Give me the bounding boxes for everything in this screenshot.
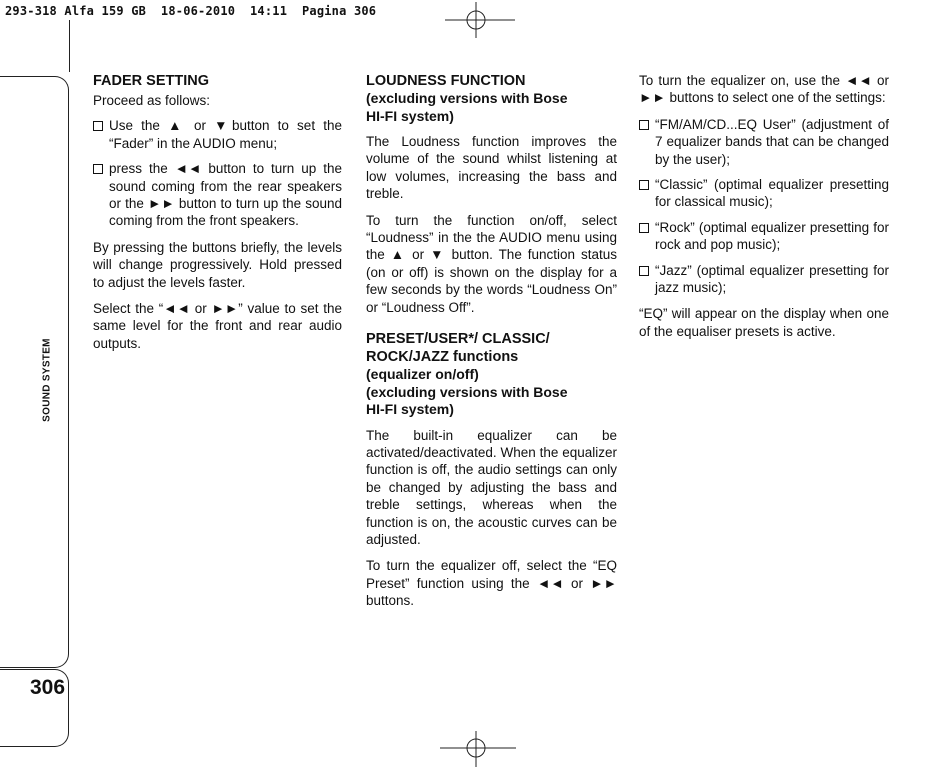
page-number: 306 [30,676,66,699]
equalizer-paragraph: To turn the equalizer off, select the “EQ Preset” function using the ◄◄ or ►► buttons. [366,558,617,609]
print-header: 293-318 Alfa 159 GB 18-06-2010 14:11 Pagina 306 [5,4,377,18]
margin-rule [69,20,70,72]
equalizer-paragraph: The built-in equalizer can be activated/deactivated. When the equalizer function is off, the audio settings can only be changed by adjusting the bass and treble settings, whereas when the function is on, the acoustic curves can be adjusted. [366,427,617,547]
list-item: press the ◄◄ button to turn up the sound coming from the rear speakers or the ►► button to turn up the sound coming from the front speakers. [93,160,342,230]
equalizer-settings-intro: To turn the equalizer on, use the ◄◄ or ►► buttons to select one of the settings: [639,73,889,106]
fader-setting-heading: FADER SETTING [93,73,210,89]
loudness-subheading: HI-FI system) [366,107,454,124]
loudness-heading: LOUDNESS FUNCTION [366,73,526,89]
list-item: “FM/AM/CD...EQ User” (adjustment of 7 equalizer bands that can be changed by the user); [639,116,889,168]
column-loudness-equalizer [366,72,617,619]
equalizer-subheading: (excluding versions with Bose [366,383,568,400]
column-fader-setting [93,72,342,361]
equalizer-note: “EQ” will appear on the display when one of the equaliser presets is active. [639,306,889,339]
section-label: SOUND SYSTEM [41,338,53,422]
list-item: Use the ▲ or ▼button to set the “Fader” in the AUDIO menu; [93,117,342,152]
registration-mark-top [445,2,515,38]
loudness-paragraph: To turn the function on/off, select “Loudness” in the the AUDIO menu using the ▲ or ▼ button. The function status (on or off) is shown on the display for a few seconds by the words “Loudness On” or “Loudness Off”. [366,212,617,315]
fader-intro: Proceed as follows: [93,93,211,108]
equalizer-subheading: HI-FI system) [366,401,454,418]
section-tab [0,76,69,668]
loudness-paragraph: The Loudness function improves the volume of the sound whilst listening at low volumes, increasing the bass and treble. [366,134,617,202]
equalizer-subheading: (equalizer on/off) [366,366,479,383]
fader-paragraph: Select the “◄◄ or ►►” value to set the same level for the front and rear audio outputs. [93,301,342,351]
fader-steps-list [93,117,342,229]
registration-mark-bottom [440,731,516,767]
column-equalizer-settings [639,72,889,349]
list-item: “Rock” (optimal equalizer presetting for rock and pop music); [639,219,889,254]
list-item: “Classic” (optimal equalizer presetting for classical music); [639,176,889,211]
equalizer-heading: ROCK/JAZZ functions [366,349,519,366]
loudness-subheading: (excluding versions with Bose [366,90,568,106]
equalizer-presets-list [639,116,889,297]
fader-paragraph: By pressing the buttons briefly, the levels will change progressively. Hold pressed to adjust the levels faster. [93,239,342,290]
equalizer-heading: PRESET/USER*/ CLASSIC/ [366,331,550,348]
list-item: “Jazz” (optimal equalizer presetting for jazz music); [639,262,889,297]
